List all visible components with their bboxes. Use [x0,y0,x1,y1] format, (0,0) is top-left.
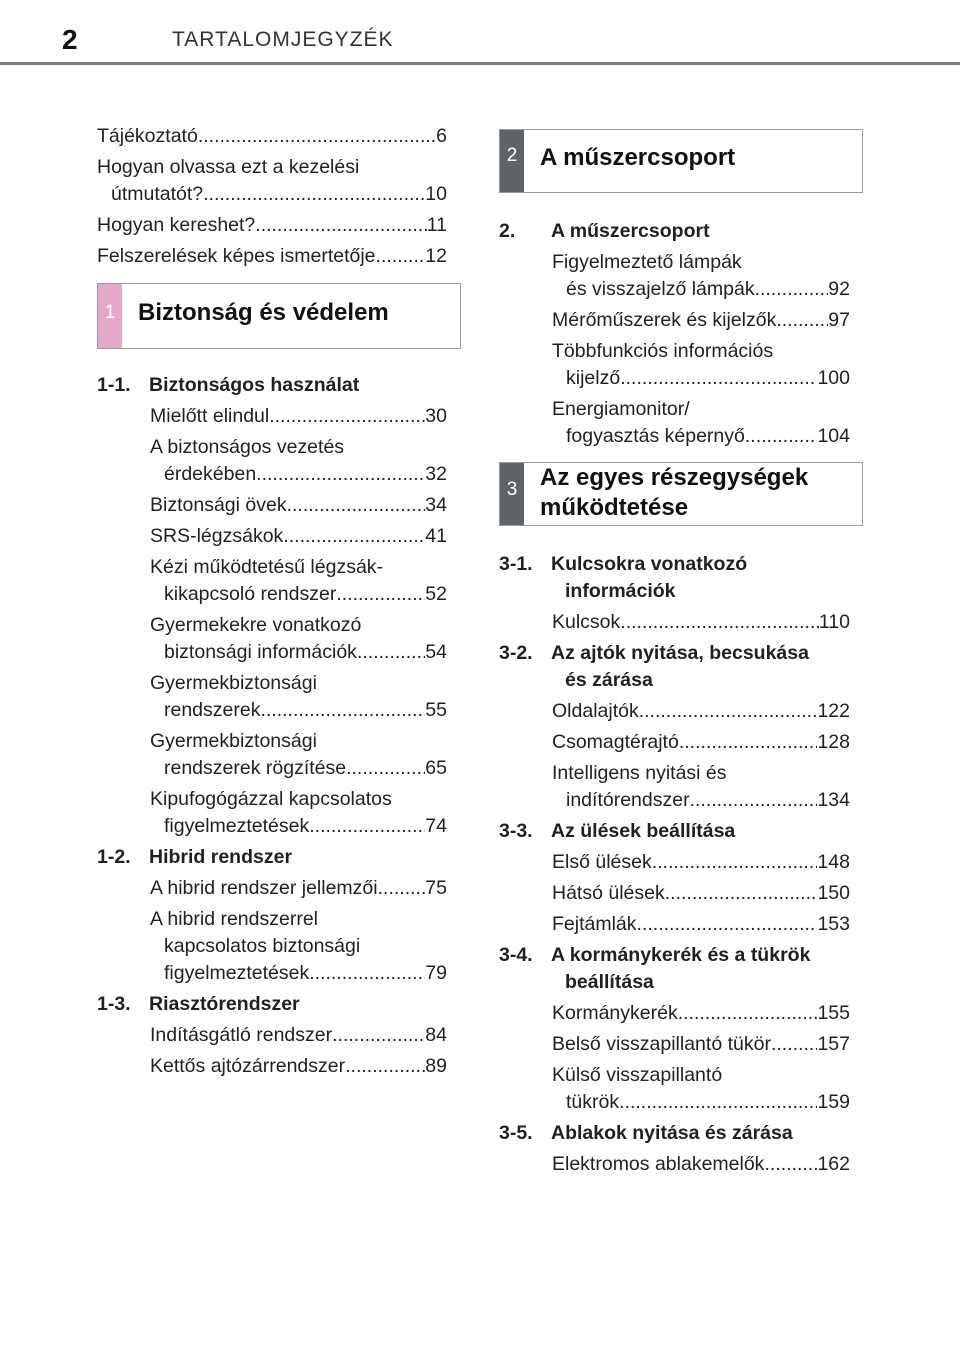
chapter-title-line: Biztonság és védelem [138,299,389,326]
dot-leader [690,787,818,814]
toc-entry-text: kikapcsoló rendszer [164,583,337,605]
toc-entry-text: biztonsági információk [164,641,357,663]
toc-entry[interactable] [150,875,447,902]
toc-entry[interactable] [552,698,850,725]
toc-entry-text: Energiamonitor/ [552,398,690,420]
toc-entry[interactable] [552,849,850,876]
toc-entry-line [150,960,447,987]
toc-entry-text: Többfunkciós információs [552,340,774,362]
page-reference: 97 [828,309,850,331]
toc-entry[interactable] [552,760,850,814]
chapter-title [540,143,850,173]
page-reference: 157 [817,1033,850,1055]
toc-entry-line [552,911,850,938]
toc-entry-line [552,276,850,303]
toc-entry-line [552,249,850,276]
toc-entry-line [97,243,447,270]
section-number: 3-3. [499,820,533,842]
toc-entry-line [150,755,447,782]
toc-entry-line [150,875,447,902]
toc-entry[interactable] [97,123,447,150]
section-title-line: A kormánykerék és a tükrök [551,944,811,966]
toc-entry-line [150,906,447,933]
toc-entry-line [150,670,447,697]
toc-entry-text: Csomagtérajtó [552,731,679,753]
toc-entry-text: Mérőműszerek és kijelzők [552,309,777,331]
chapter-number: 1 [104,302,116,323]
toc-entry-line [552,787,850,814]
toc-entry-line [97,123,447,150]
page-reference: 150 [817,882,850,904]
chapter-title-line: A műszercsoport [540,144,736,171]
page-reference: 92 [828,278,850,300]
toc-entry-text: Gyermekbiztonsági [150,730,317,752]
chapter-title [138,298,448,328]
toc-entry[interactable] [552,1151,850,1178]
toc-entry-line [552,396,850,423]
chapter-tab [500,463,524,525]
section-heading [499,218,710,245]
dot-leader [637,911,818,938]
page-reference: 122 [817,700,850,722]
section-title-line: Az ülések beállítása [551,820,736,842]
toc-entry[interactable] [150,403,447,430]
toc-entry[interactable] [150,786,447,840]
toc-entry[interactable] [552,729,850,756]
chapter-tab [500,130,524,192]
toc-entry-text: A hibrid rendszerrel [150,908,318,930]
toc-entry-text: Oldalajtók [552,700,639,722]
toc-entry-line [97,154,447,181]
toc-entry-line [552,760,850,787]
dot-leader [309,813,425,840]
dot-leader [287,492,426,519]
toc-entry[interactable] [150,554,447,608]
page-reference: 54 [425,641,447,663]
toc-entry-line [150,813,447,840]
section-number: 3-2. [499,642,533,664]
toc-entry-text: Mielőtt elindul [150,405,270,427]
section-title-line: és zárása [565,669,653,691]
toc-entry-line [552,698,850,725]
section-title-line: információk [565,580,676,602]
toc-entry-text: Gyermekbiztonsági [150,672,317,694]
toc-entry-line [552,1151,850,1178]
toc-entry[interactable] [552,338,850,392]
dot-leader [639,698,818,725]
toc-entry-text: figyelmeztetések [164,815,310,837]
dot-leader [332,1022,425,1049]
toc-entry-line [150,434,447,461]
dot-leader [357,639,425,666]
chapter-number: 2 [506,145,518,166]
toc-entry-text: Hogyan olvassa ezt a kezelési [97,156,360,178]
page-reference: 89 [425,1055,447,1077]
toc-entry-text: Kormánykerék [552,1002,678,1024]
toc-entry-text: Indításgátló rendszer [150,1024,333,1046]
toc-entry-line [150,581,447,608]
chapter-box-1[interactable] [97,283,461,349]
toc-entry-text: Elektromos ablakemelők [552,1153,765,1175]
toc-entry[interactable] [552,307,850,334]
toc-entry[interactable] [552,396,850,450]
page-reference: 84 [425,1024,447,1046]
toc-entry[interactable] [150,728,447,782]
page-reference: 110 [818,611,850,633]
toc-entry-text: érdekében [164,463,257,485]
toc-entry-line [150,612,447,639]
dot-leader [256,461,425,488]
toc-entry[interactable] [150,1053,447,1080]
section-number: 1-2. [97,846,131,868]
toc-entry[interactable] [150,612,447,666]
section-heading [97,372,359,399]
toc-entry-line [97,181,447,208]
toc-entry[interactable] [150,670,447,724]
page-reference: 12 [425,245,447,267]
dot-leader [679,729,818,756]
toc-entry-text: útmutatót? [111,183,204,205]
chapter-number: 3 [506,479,518,500]
dot-leader [620,609,819,636]
toc-entry-text: Hogyan kereshet? [97,214,256,236]
section-title [551,1120,793,1147]
toc-entry-line [150,933,447,960]
page-reference: 128 [817,731,850,753]
toc-entry[interactable] [552,609,850,636]
page-reference: 75 [425,877,447,899]
toc-entry-line [552,729,850,756]
dot-leader [771,1031,818,1058]
toc-entry-text: Figyelmeztető lámpák [552,251,742,273]
toc-entry-line [150,403,447,430]
toc-entry-line [150,786,447,813]
section-heading [499,818,735,845]
dot-leader [255,212,426,239]
chapter-title [540,463,850,523]
dot-leader [619,1089,817,1116]
section-title [551,551,747,605]
toc-entry-text: Hátsó ülések [552,882,665,904]
dot-leader [776,307,828,334]
section-title [551,218,710,245]
chapter-box-3[interactable] [499,462,863,526]
page-header [0,0,960,66]
toc-entry-text: Kulcsok [552,611,621,633]
toc-entry-line [150,697,447,724]
toc-entry-line [552,880,850,907]
page-reference: 159 [817,1091,850,1113]
dot-leader [620,365,817,392]
page-reference: 162 [817,1153,850,1175]
chapter-box-2[interactable] [499,129,863,193]
section-title-line: Riasztórendszer [149,993,300,1015]
toc-entry-text: rendszerek rögzítése [164,757,347,779]
dot-leader [260,697,425,724]
toc-entry[interactable] [150,492,447,519]
toc-entry-line [552,338,850,365]
section-title [551,640,809,694]
page-reference: 134 [817,789,850,811]
section-title [149,991,300,1018]
section-number: 3-5. [499,1122,533,1144]
toc-entry[interactable] [150,906,447,987]
chapter-tab [98,284,122,348]
toc-entry-text: és visszajelző lámpák [566,278,755,300]
section-heading [499,1120,793,1147]
toc-entry-text: Belső visszapillantó tükör [552,1033,771,1055]
dot-leader [346,755,425,782]
dot-leader [203,181,425,208]
toc-entry-line [552,609,850,636]
dot-leader [745,423,818,450]
toc-entry-text: SRS-légzsákok [150,525,284,547]
toc-entry-line [552,365,850,392]
toc-entry-line [552,423,850,450]
toc-entry[interactable] [97,212,447,239]
section-title-line: beállítása [565,971,654,993]
page-reference: 52 [425,583,447,605]
chapter-title-line: működtetése [540,494,689,521]
dot-leader [665,880,818,907]
page-reference: 148 [817,851,850,873]
toc-entry-text: Kipufogógázzal kapcsolatos [150,788,392,810]
toc-entry-line [150,639,447,666]
toc-entry[interactable] [552,1000,850,1027]
section-title-line: Hibrid rendszer [149,846,293,868]
toc-entry[interactable] [150,434,447,488]
toc-entry-text: Biztonsági övek [150,494,287,516]
toc-entry-text: Első ülések [552,851,652,873]
toc-entry-text: kijelző [566,367,621,389]
toc-entry[interactable] [552,1031,850,1058]
page-reference: 79 [425,962,447,984]
toc-entry-line [150,728,447,755]
page-reference: 155 [817,1002,850,1024]
toc-entry[interactable] [150,523,447,550]
page-reference: 34 [425,494,447,516]
page-reference: 104 [817,425,850,447]
dot-leader [269,403,425,430]
dot-leader [376,243,426,270]
toc-entry-text: A hibrid rendszer jellemzői [150,877,378,899]
header-divider [0,62,960,65]
toc-entry-line [97,212,447,239]
toc-entry[interactable] [552,911,850,938]
toc-entry-text: Kézi működtetésű légzsák- [150,556,384,578]
page-title: TARTALOMJEGYZÉK [172,28,394,51]
toc-entry-text: indítórendszer [566,789,690,811]
toc-entry[interactable] [552,880,850,907]
section-title-line: Kulcsokra vonatkozó [551,553,748,575]
section-title [551,942,810,996]
page-reference: 11 [426,214,447,236]
toc-entry-text: Felszerelések képes ismertetője [97,245,376,267]
toc-entry[interactable] [97,243,447,270]
section-title [149,372,359,399]
section-number: 1-1. [97,374,131,396]
section-heading [97,991,300,1018]
toc-entry-text: figyelmeztetések [164,962,310,984]
toc-entry-text: Külső visszapillantó [552,1064,723,1086]
dot-leader [336,581,425,608]
dot-leader [652,849,818,876]
toc-entry-text: fogyasztás képernyő [566,425,745,447]
toc-entry-line [150,523,447,550]
dot-leader [198,123,436,150]
toc-entry-text: A biztonságos vezetés [150,436,345,458]
section-title-line: Az ajtók nyitása, becsukása [551,642,809,664]
dot-leader [309,960,425,987]
toc-entry-text: kapcsolatos biztonsági [164,935,361,957]
toc-entry-line [150,554,447,581]
section-title [149,844,292,871]
toc-entry-text: Kettős ajtózárrendszer [150,1055,346,1077]
section-heading [97,844,292,871]
dot-leader [764,1151,817,1178]
toc-entry-text: Intelligens nyitási és [552,762,727,784]
dot-leader [678,1000,818,1027]
section-title-line: A műszercsoport [551,220,710,242]
toc-entry-text: Gyermekekre vonatkozó [150,614,362,636]
section-number: 2. [499,220,516,242]
toc-entry-line [150,492,447,519]
section-heading [499,551,747,605]
section-number: 1-3. [97,993,131,1015]
page-reference: 6 [436,125,447,147]
toc-entry[interactable] [552,1062,850,1116]
toc-entry-line [552,849,850,876]
page-reference: 100 [817,367,850,389]
chapter-title-line: Az egyes részegységek [540,464,809,491]
toc-entry-line [150,1053,447,1080]
section-number: 3-4. [499,944,533,966]
toc-entry-line [552,307,850,334]
dot-leader [345,1053,425,1080]
toc-entry-line [150,1022,447,1049]
toc-entry-text: Tájékoztató [97,125,198,147]
page-reference: 30 [425,405,447,427]
toc-entry-text: Fejtámlák [552,913,637,935]
toc-entry-line [552,1089,850,1116]
dot-leader [283,523,425,550]
page-reference: 74 [425,815,447,837]
page-number: 2 [62,24,78,55]
toc-entry-text: tükrök [566,1091,620,1113]
page-reference: 10 [425,183,447,205]
page-reference: 65 [425,757,447,779]
toc-entry-text: rendszerek [164,699,261,721]
dot-leader [378,875,426,902]
page-reference: 32 [425,463,447,485]
section-heading [499,640,809,694]
toc-entry-line [552,1031,850,1058]
section-title [551,818,735,845]
page-reference: 153 [817,913,850,935]
toc-entry[interactable] [150,1022,447,1049]
page-reference: 41 [425,525,447,547]
toc-entry-line [150,461,447,488]
toc-entry-line [552,1000,850,1027]
section-title-line: Ablakok nyitása és zárása [551,1122,793,1144]
section-title-line: Biztonságos használat [149,374,360,396]
toc-entry-line [552,1062,850,1089]
toc-entry[interactable] [552,249,850,303]
dot-leader [755,276,829,303]
toc-entry[interactable] [97,154,447,208]
section-heading [499,942,810,996]
page-reference: 55 [425,699,447,721]
section-number: 3-1. [499,553,533,575]
